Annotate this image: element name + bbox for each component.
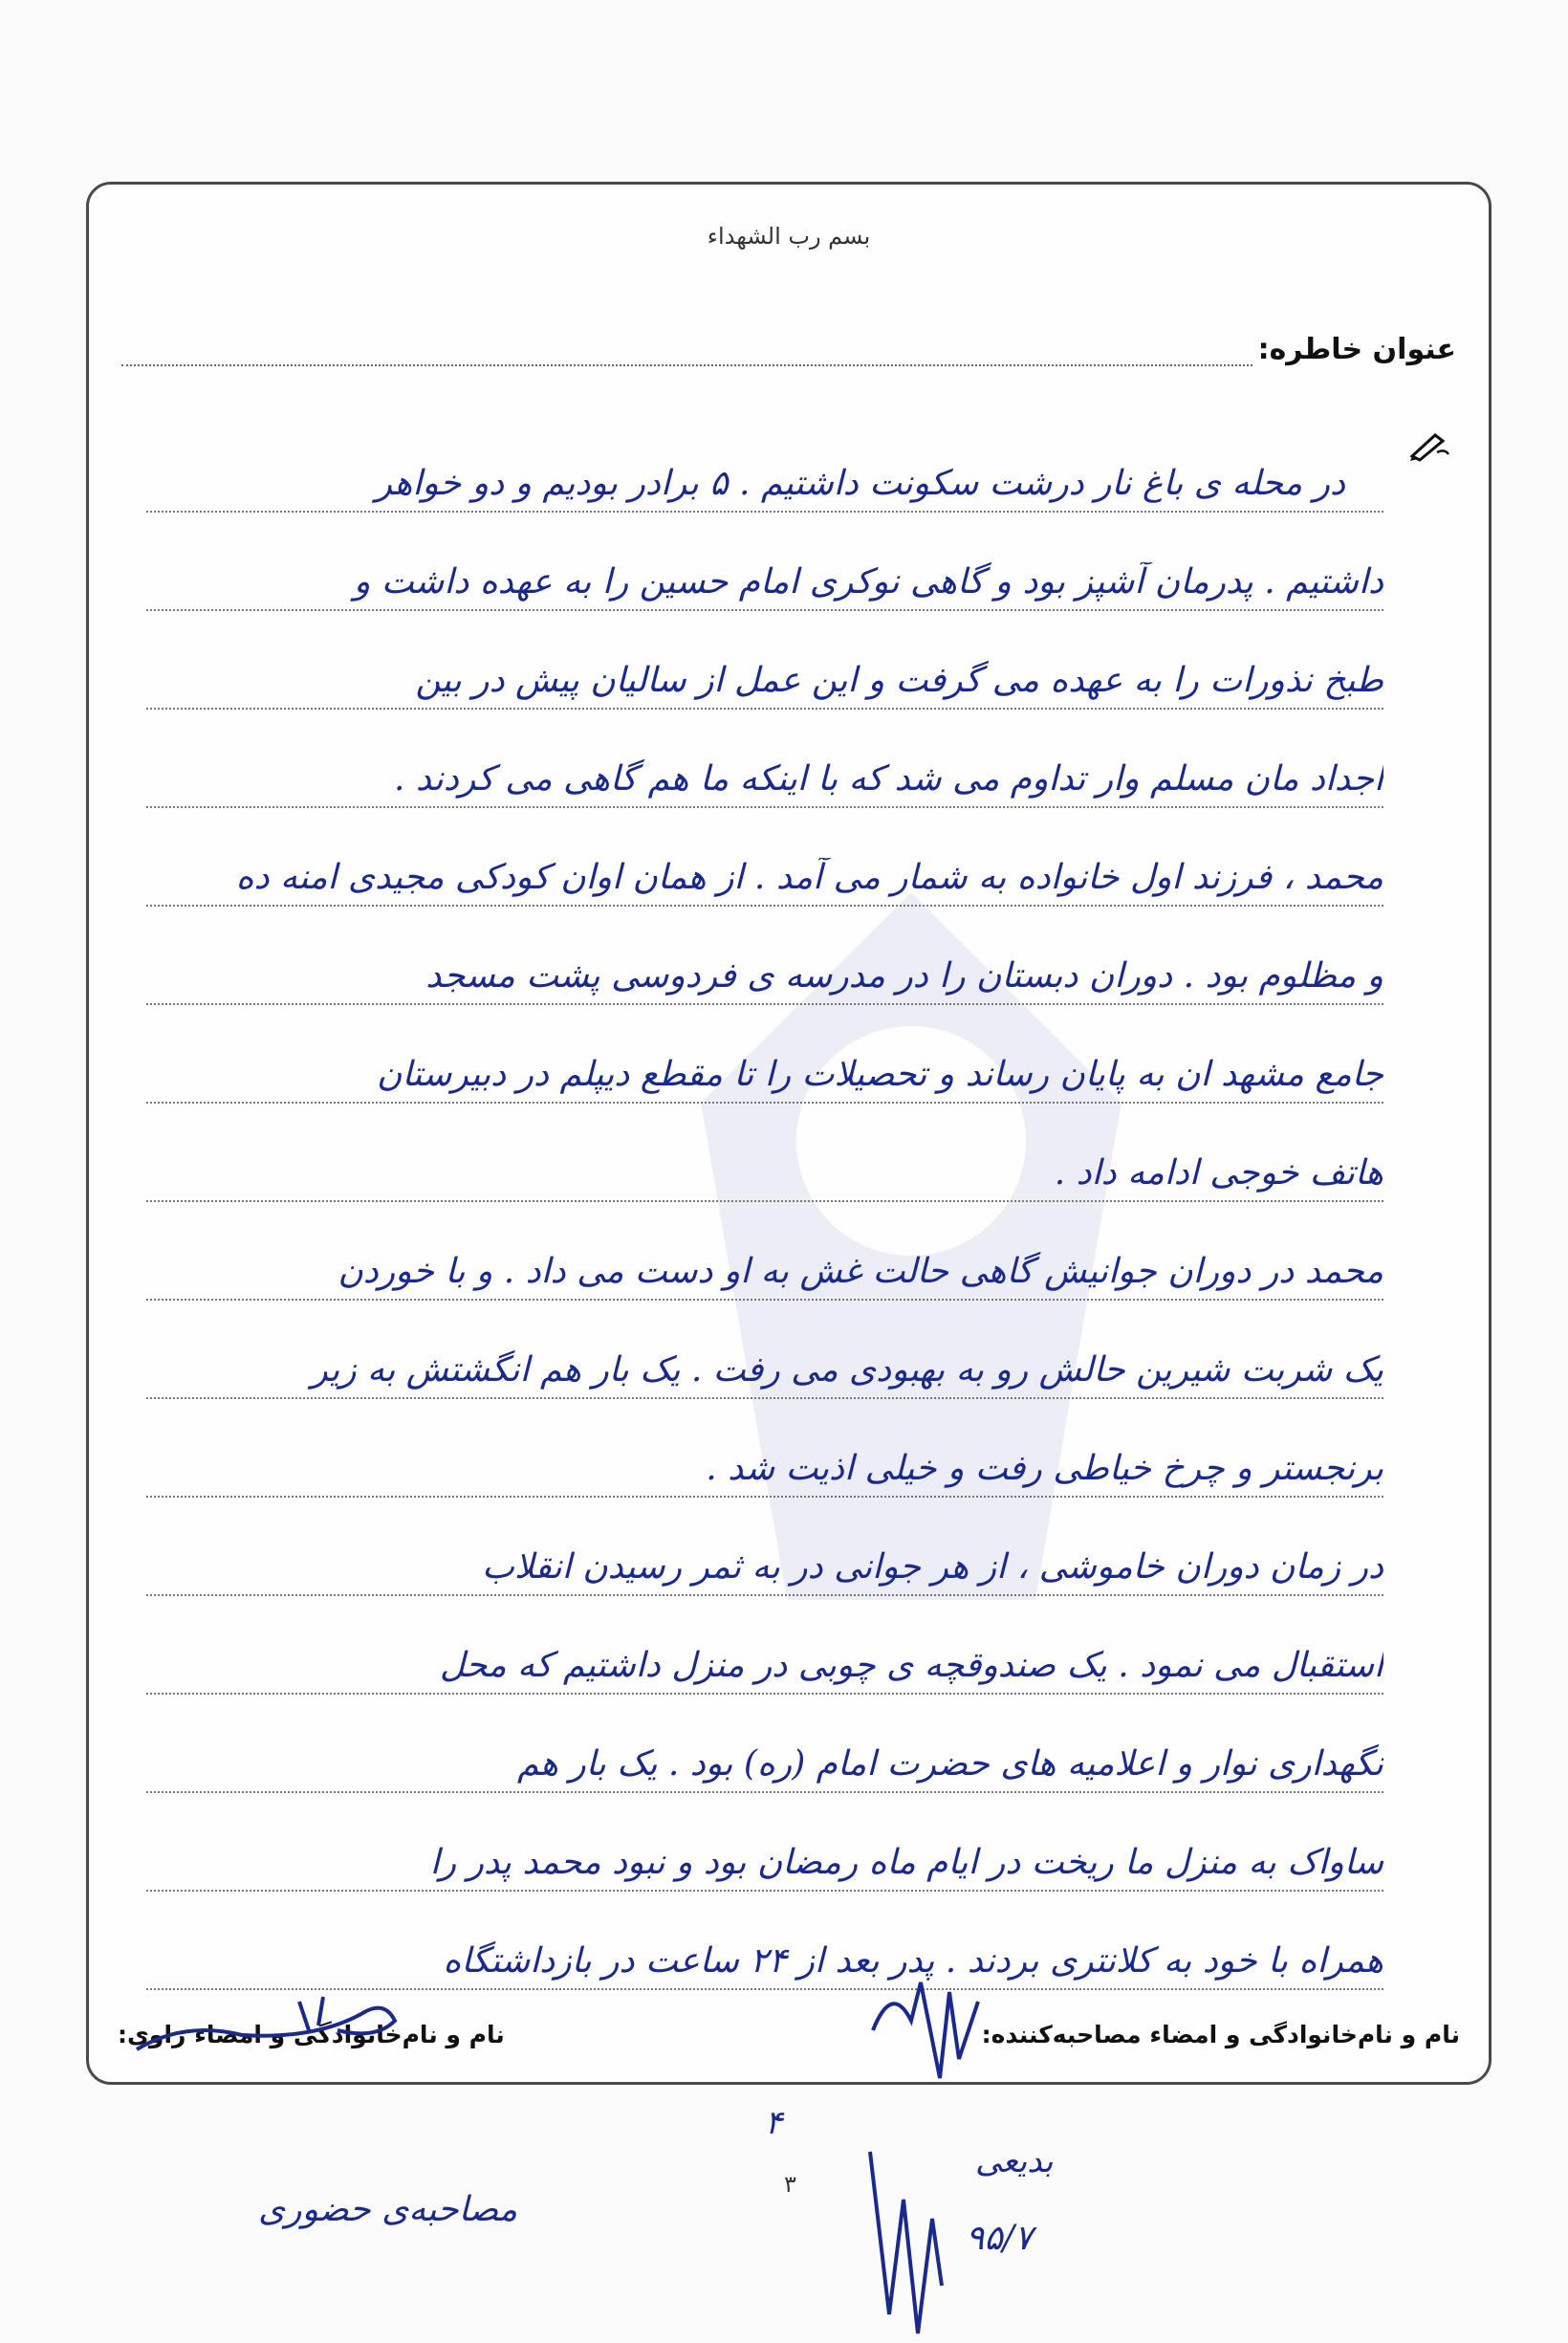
body-line-text: ساواک به منزل ما ریخت در ایام ماه رمضان بود و نبود محمد پدر را	[429, 1843, 1383, 1882]
body-line-text: هاتف خوجی ادامه داد .	[1054, 1153, 1383, 1193]
body-line	[146, 1793, 1383, 1892]
body-line-text: جامع مشهد ان به پایان رساند و تحصیلات را تا مقطع دیپلم در دبیرستان	[377, 1055, 1383, 1094]
body-line	[146, 1104, 1383, 1202]
body-line-text: همراه با خود به کلانتری بردند . پدر بعد از ۲۴ ساعت در بازداشتگاه	[443, 1941, 1383, 1981]
page-number: ۳	[784, 2171, 796, 2198]
memory-title-dots	[121, 339, 1252, 366]
narrator-signature-label: نام و نام‌خانوادگی و امضاء راوی:	[118, 2021, 505, 2048]
narrator-signature-icon	[127, 1982, 414, 2069]
interviewer-name-handwritten: مصاحبه‌ی حضوری	[258, 2190, 518, 2229]
body-line-text: در زمان دوران خاموشی ، از هر جوانی در به ثمر رسیدن انقلاب	[482, 1547, 1383, 1587]
body-line-text: در محله ی باغ نار درشت سکونت داشتیم . ۵ برادر بودیم و دو خواهر	[375, 464, 1345, 503]
body-line-text: استقبال می نمود . یک صندوقچه ی چوبی در منزل داشتیم که محل	[439, 1646, 1383, 1685]
interviewer-signature-label: نام و نام‌خانوادگی و امضاء مصاحبه‌کننده:	[981, 2021, 1460, 2048]
body-line-text: و مظلوم بود . دوران دبستان را در مدرسه ی فردوسی پشت مسجد	[425, 956, 1383, 996]
handwritten-mark: ۴	[765, 2104, 783, 2142]
body-line	[146, 1301, 1383, 1399]
body-line	[146, 1596, 1383, 1695]
body-line-text: برنجستر و چرخ خیاطی رفت و خیلی اذیت شد .	[706, 1449, 1383, 1488]
body-line-text: طبخ نذورات را به عهده می گرفت و این عمل از سالیان پیش در بین	[415, 661, 1383, 700]
body-line-text: یک شربت شیرین حالش رو به بهبودی می رفت . یک بار هم انگشتش به زیر	[311, 1350, 1383, 1390]
body-line	[146, 611, 1383, 710]
date-handwritten: ۹۵/۷	[966, 2219, 1034, 2258]
handwritten-body	[146, 414, 1383, 1990]
form-frame	[86, 182, 1492, 2085]
body-line	[146, 710, 1383, 808]
body-line	[146, 414, 1383, 513]
body-line-text: محمد در دوران جوانیش گاهی حالت غش به او دست می داد . و با خوردن	[338, 1252, 1383, 1291]
body-line	[146, 808, 1383, 907]
body-line	[146, 1498, 1383, 1596]
body-line	[146, 513, 1383, 611]
body-line-text: داشتیم . پدرمان آشپز بود و گاهی نوکری امام حسین را به عهده داشت و	[354, 562, 1383, 602]
body-line-text: محمد ، فرزند اول خانواده به شمار می آمد . از همان اوان کودکی مجیدی امنه ده	[235, 858, 1383, 897]
page-header-title: بسم رب الشهداء	[707, 223, 871, 250]
bottom-signature-icon	[851, 2142, 956, 2343]
body-line	[146, 1202, 1383, 1301]
body-line	[146, 1695, 1383, 1793]
memory-title-label: عنوان خاطره:	[1257, 333, 1456, 366]
body-line	[146, 907, 1383, 1005]
body-line	[146, 1005, 1383, 1104]
memory-title-row	[121, 328, 1456, 366]
signer-name-handwritten: بدیعی	[975, 2142, 1054, 2180]
body-line-text: نگهداری نوار و اعلامیه های حضرت امام (ره) بود . یک بار هم	[517, 1744, 1383, 1784]
body-line	[146, 1399, 1383, 1498]
body-line-text: اجداد مان مسلم وار تداوم می شد که با اینکه ما هم گاهی می کردند .	[394, 759, 1383, 799]
interviewer-signature-icon	[854, 1973, 1026, 2088]
pen-icon	[1408, 429, 1450, 462]
body-line	[146, 1892, 1383, 1990]
